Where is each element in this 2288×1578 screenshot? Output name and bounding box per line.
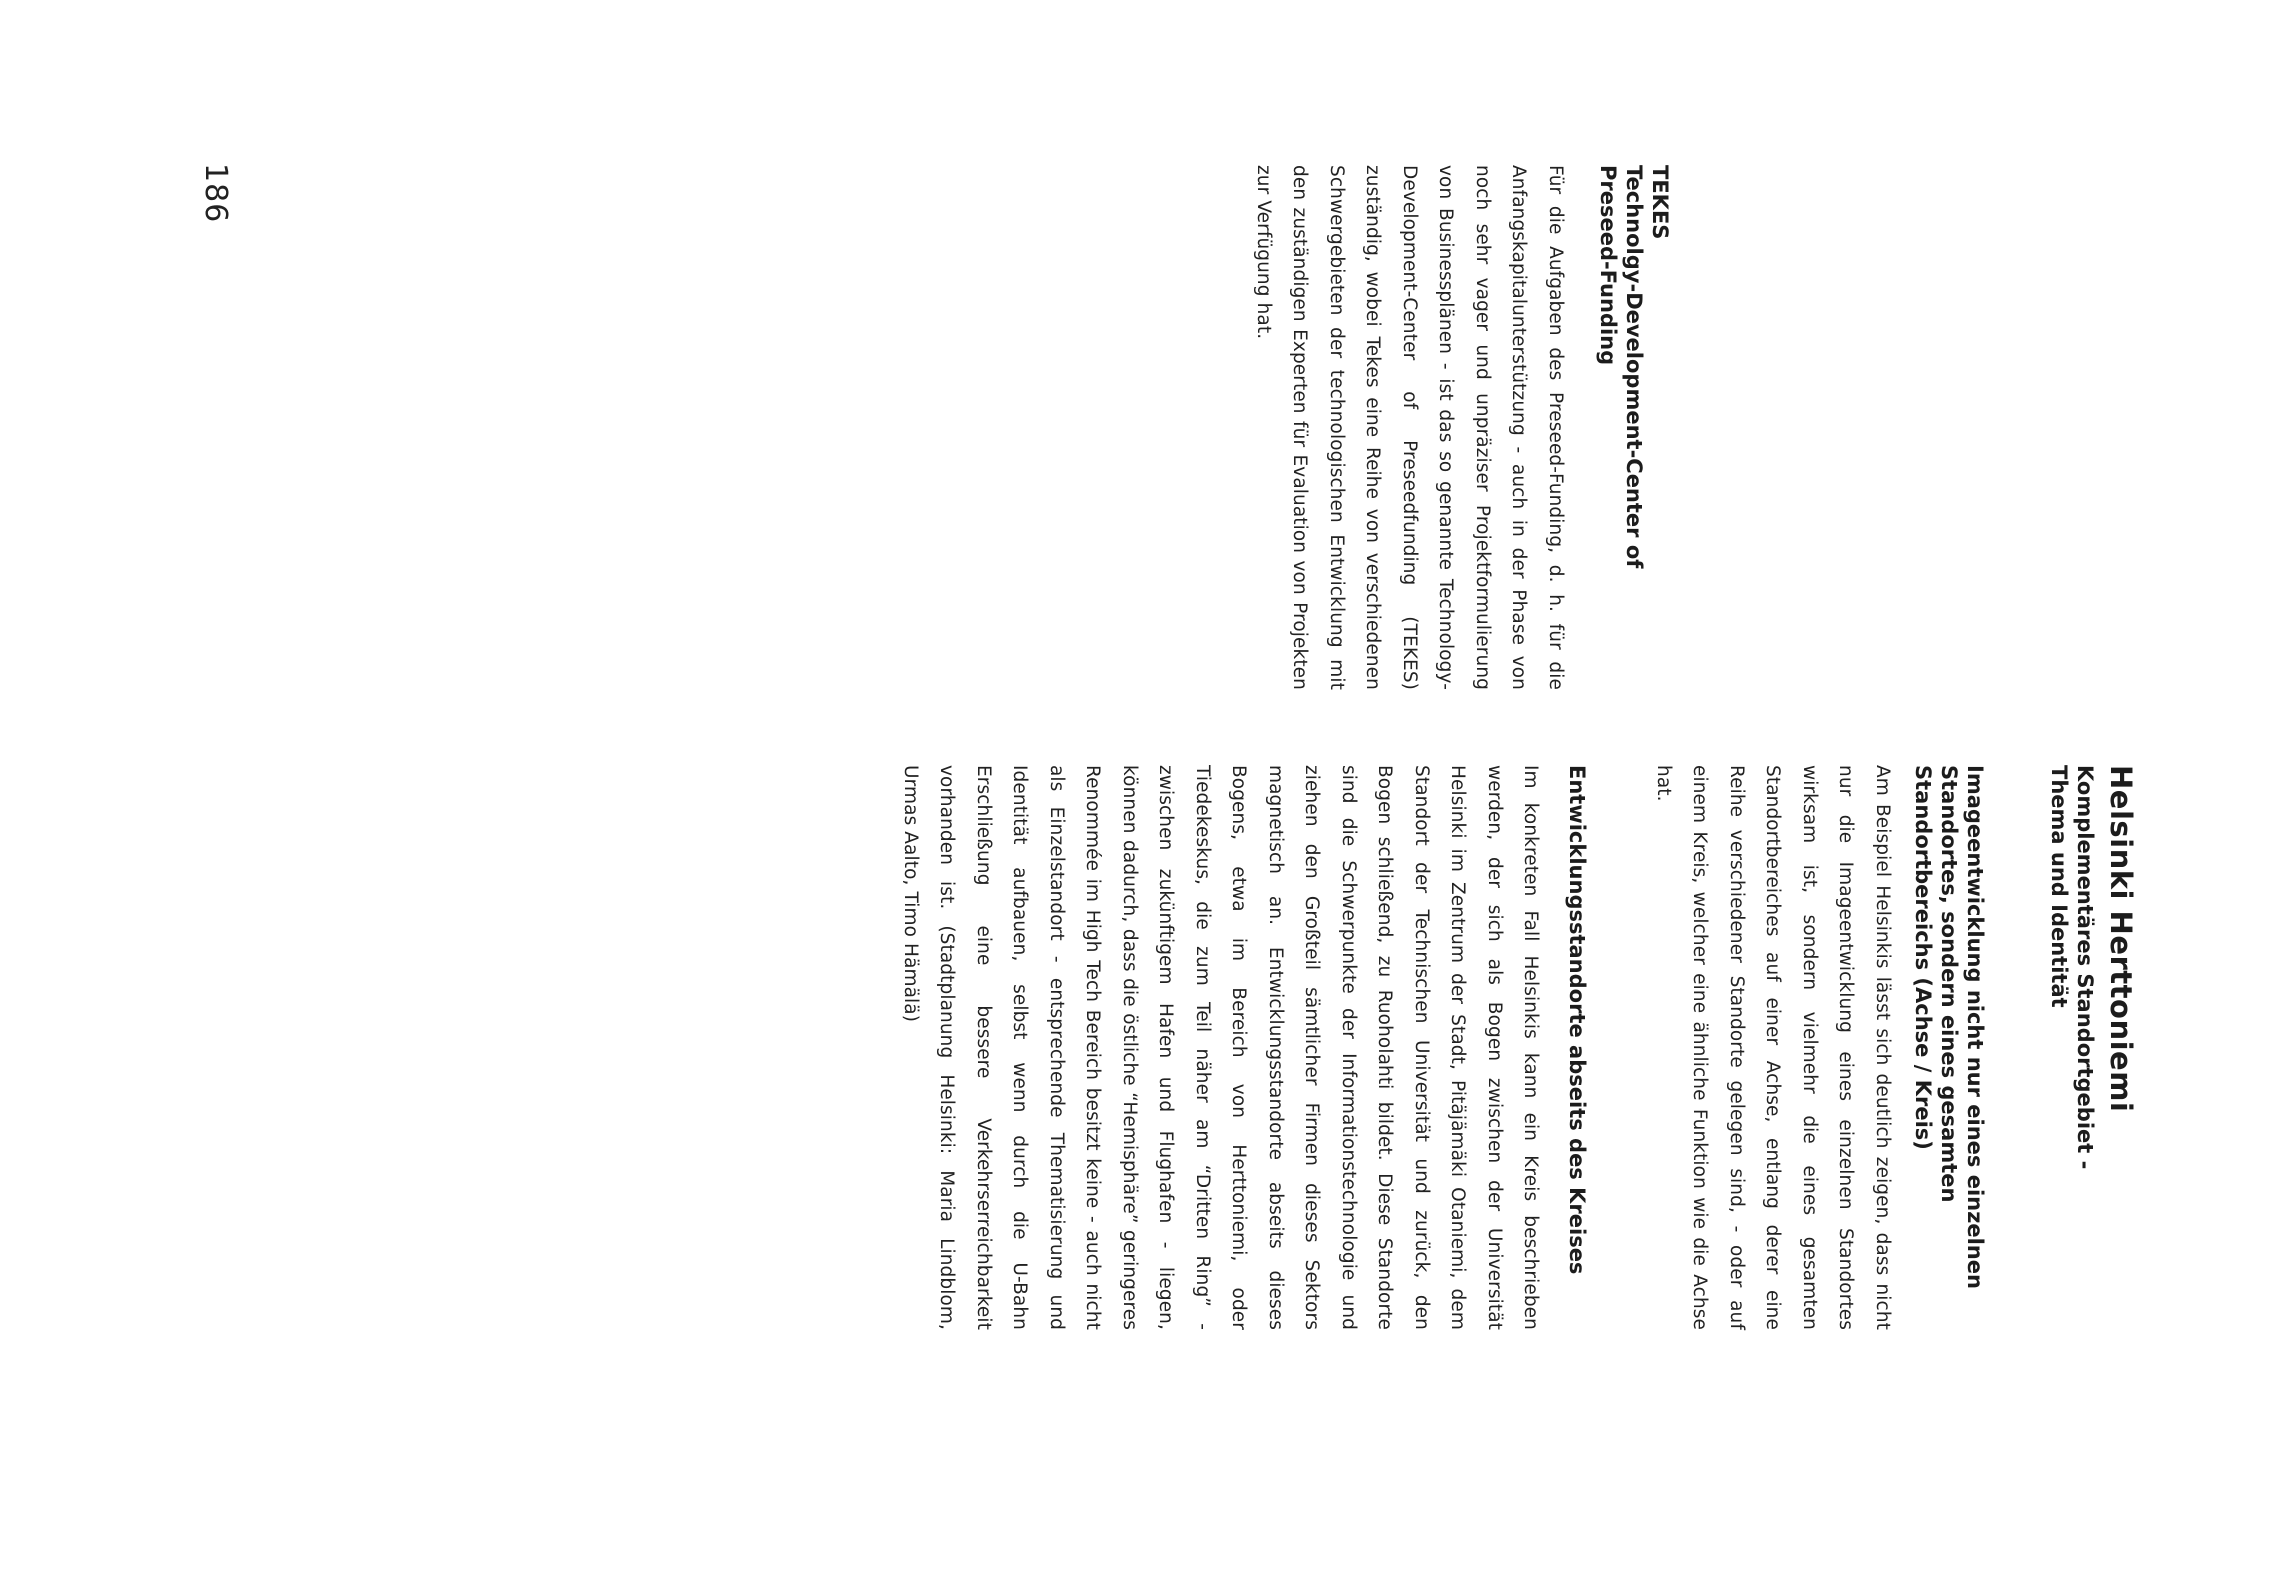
article-title: Helsinki Herttoniemi: [2104, 765, 2138, 1113]
tekes-heading-line3: Preseed-Funding: [1596, 165, 1620, 366]
article-subtitle-line2: Thema und Identität: [2047, 765, 2071, 1008]
article-subtitle-line1: Komplementäres Standortgebiet -: [2073, 765, 2097, 1170]
section-heading-entwicklungsstandorte: Entwicklungsstandorte abseits des Kreises: [1565, 765, 1590, 1275]
tekes-column: [1245, 165, 1674, 690]
tekes-body-text: Für die Aufgaben des Preseed-Funding, d. h. für die Anfangskapitalunterstützung - auch in der Phase von noch sehr vager und unpräziser Projektformulierung von Businessplänen - ist das so genannte Technology-Development-Center of Preseedfunding (TEKES) zuständig, wobei Tekes eine Reihe von verschiedenen Schwergebieten der technologischen Entwicklung mit den zuständigen Experten für Evaluation von Projekten zur Verfügung hat.: [1253, 165, 1566, 690]
section-body-imageentwicklung: Am Beispiel Helsinkis lässt sich deutlich zeigen, dass nicht nur die Imageentwicklung eines einzelnen Standortes wirksam ist, sondern vielmehr die eines gesamten Standortbereiches auf einer Achse, entlang derer eine Reihe verschiedener Standorte gelegen sind, - oder auf einem Kreis, welcher eine ähnliche Funktion wie die Achse hat.: [1653, 765, 1893, 1330]
tekes-heading-line1: TEKES: [1648, 165, 1672, 240]
page-number: 186: [198, 163, 233, 224]
helsinki-column: [892, 765, 2139, 1330]
tekes-heading-line2: Technolgy-Development-Center of: [1622, 165, 1646, 569]
section-body-entwicklungsstandorte: Im konkreten Fall Helsinkis kann ein Kreis beschrieben werden, der sich als Bogen zwischen der Universität Helsinki im Zentrum der Stadt, Pitäjämäki Otaniemi, dem Standort der Technischen Universität und zurück, den Bogen schließend, zu Ruoholahti bildet. Diese Standorte sind die Schwerpunkte der Informationstechnologie und ziehen den Großteil sämtlicher Firmen dieses Sektors magnetisch an. Entwicklungsstandorte abseits dieses Bogens, etwa im Bereich von Herttoniemi, oder Tiedekeskus, die zum Teil näher am “Dritten Ring” - zwischen zukünftigem Hafen und Flughafen - liegen, können dadurch, dass die östliche “Hemisphäre” geringeres Renommée im High Tech Bereich besitzt keine - auch nicht als Einzelstandort - entsprechende Thematisierung und Identität aufbauen, selbst wenn durch die U-Bahn Erschließung eine bessere Verkehrserreichbarkeit vorhanden ist. (Stadtplanung Helsinki: Maria Lindblom, Urmas Aalto, Timo Hämälä): [900, 765, 1542, 1330]
section-heading-imageentwicklung: Imageentwicklung nicht nur eines einzelnen Standortes, sondern eines gesamten Standortbereichs (Achse / Kreis): [1911, 765, 1987, 1289]
